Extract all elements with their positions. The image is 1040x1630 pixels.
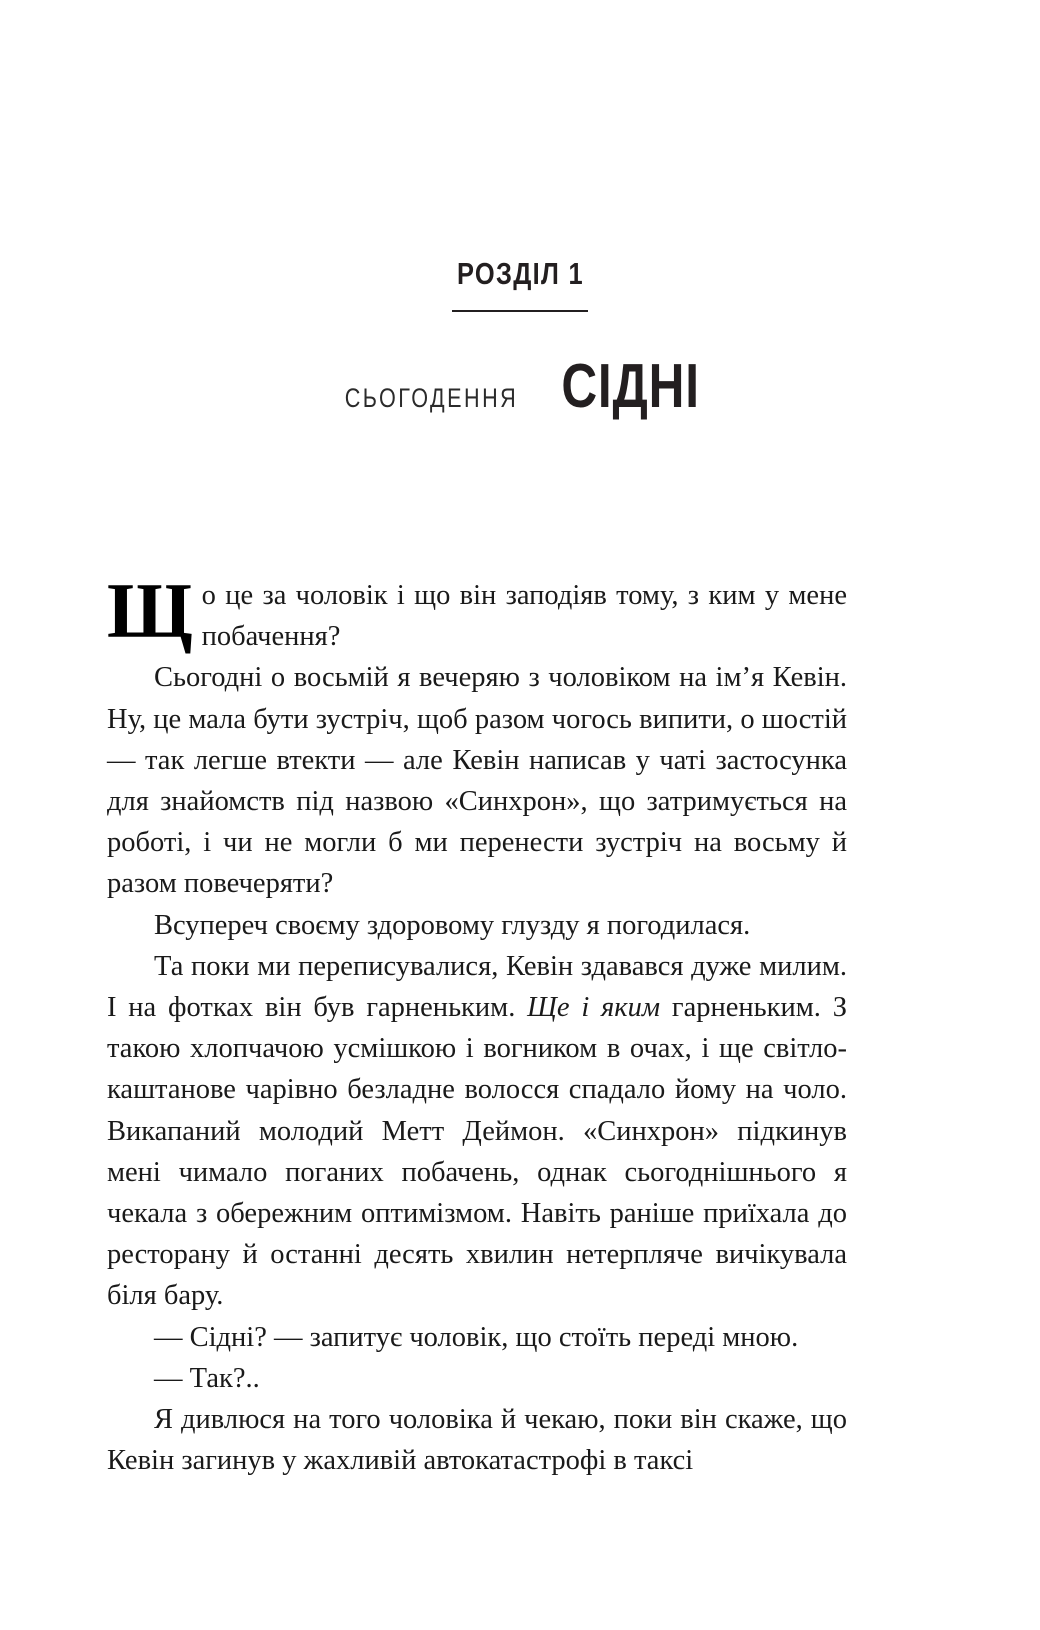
paragraph-text: Сьогодні о восьмій я вечеряю з чоловіком на ім’я Кевін. Ну, це мала бути зустріч, щоб разом чогось випити, о шостій — так легше втекти — але Кевін написав у чаті застосунка для знайомств під назвою «Синхрон», що затримується на роботі, і чи не могли б ми перенести зустріч на восьму й разом повечеряти? [107,662,847,900]
dialogue-line [107,1358,847,1399]
paragraph-text: Всупереч своєму здоровому глузду я погодилася. [154,909,751,941]
paragraph [107,946,847,1317]
dialogue-text: — Так?.. [154,1362,260,1394]
paragraph-opening [107,567,847,657]
chapter-number-label: РОЗДІЛ 1 [456,256,584,291]
chapter-divider-rule [452,310,588,312]
body-text-column [107,567,847,1481]
paragraph-text-segment: Та поки ми переписувалися, Кевін здавався дуже милим. І на фотках він був гарненьким. [107,950,847,1024]
paragraph [107,657,847,904]
chapter-title: СІДНІ [561,352,700,421]
paragraph-text-segment: гарненьким. З такою хлопчачою усмішкою і вогником в очах, і ще світло-каштанове чарівно безладне волосся спадало йому на чоло. Викапаний молодий Метт Деймон. «Синхрон» підкинув мені чимало поганих побачень, однак сьогоднішнього я чекала з обережним оптимізмом. Навіть раніше приїхала до ресторану й останні десять хвилин нетерпляче вичікувала біля бару. [107,992,847,1312]
paragraph-text: Я дивлюся на того чоловіка й чекаю, поки він скаже, що Кевін загинув у жахливій автокатастрофі в таксі [107,1404,847,1477]
chapter-heading-block [0,256,1040,421]
dialogue-text: — Сідні? — запитує чоловік, що стоїть переді мною. [154,1321,799,1353]
chapter-time-marker: СЬОГОДЕННЯ [344,383,519,413]
emphasis-text: Ще і яким [527,992,661,1024]
dialogue-line [107,1317,847,1358]
paragraph-text: о це за чоловік і що він заподіяв тому, з ким у мене побачення? [201,580,847,653]
paragraph [107,1399,847,1481]
paragraph [107,905,847,946]
drop-cap: Щ [107,567,193,654]
